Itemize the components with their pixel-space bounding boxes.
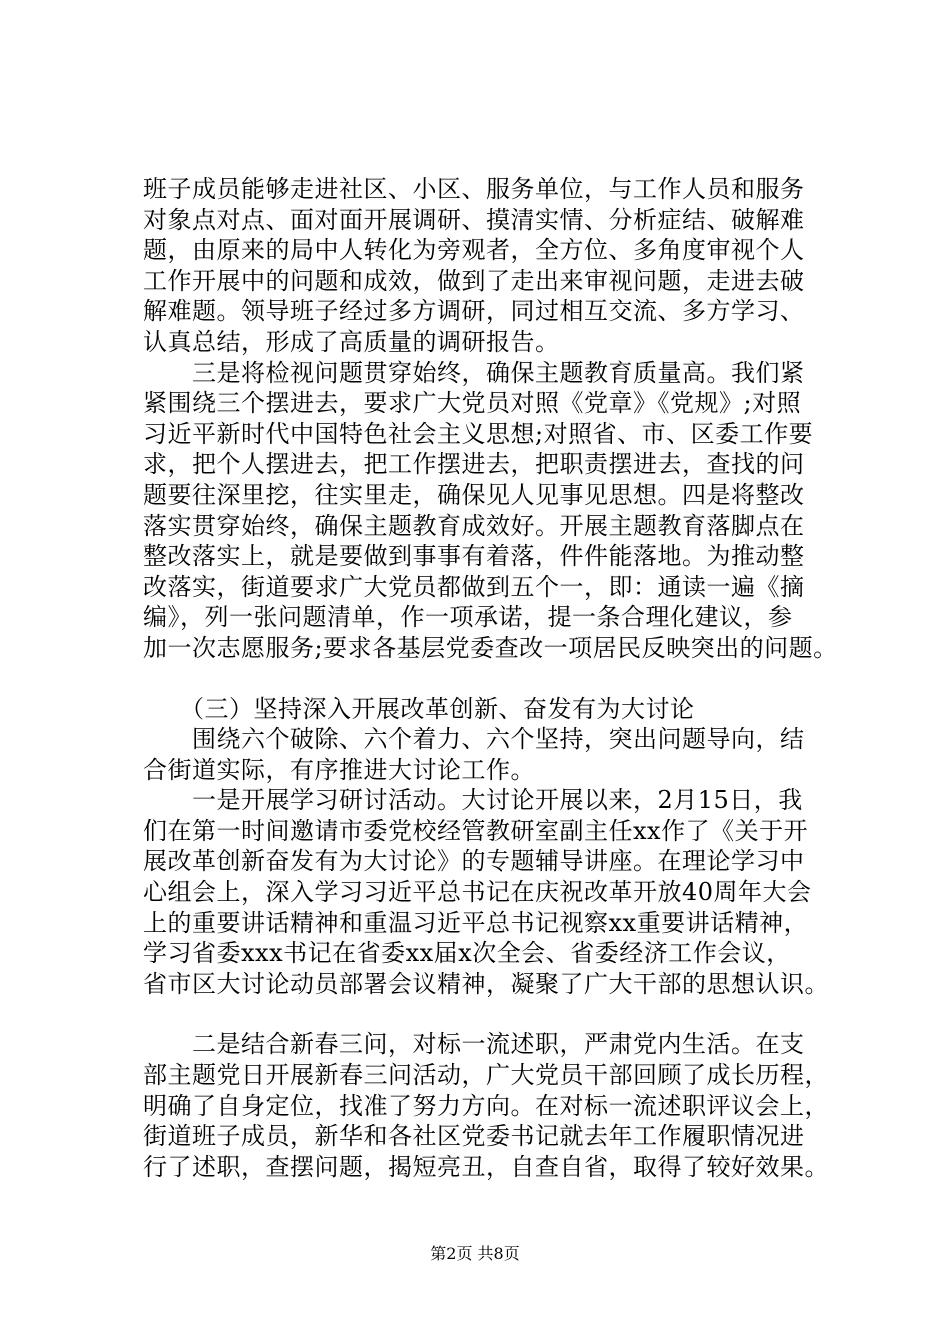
paragraph-4	[143, 785, 863, 999]
text-line: 改落实，街道要求广大党员都做到五个一，即：通读一遍《摘	[143, 572, 805, 601]
text-line: 部主题党日开展新春三问活动，广大党员干部回顾了成长历程，	[143, 1061, 829, 1090]
paragraph-1	[143, 174, 863, 358]
text-line: 心组会上，深入学习习近平总书记在庆祝改革开放40周年大会	[143, 878, 812, 907]
text-line: 围绕六个破除、六个着力、六个坚持，突出问题导向，结	[143, 725, 805, 754]
paragraph-2	[143, 358, 863, 664]
text-line: 落实贯穿始终，确保主题教育成效好。开展主题教育落脚点在	[143, 511, 805, 540]
text-line: 紧围绕三个摆进去，要求广大党员对照《党章》《党规》;对照	[143, 389, 802, 418]
text-line: 整改落实上，就是要做到事事有着落，件件能落地。为推动整	[143, 542, 805, 571]
paragraph-3	[143, 724, 863, 785]
text-line: 街道班子成员，新华和各社区党委书记就去年工作履职情况进	[143, 1122, 805, 1151]
text-line: 省市区大讨论动员部署会议精神，凝聚了广大干部的思想认识。	[143, 969, 829, 998]
text-line: 合街道实际，有序推进大讨论工作。	[143, 755, 535, 784]
text-line: （三）坚持深入开展改革创新、奋发有为大讨论	[143, 694, 695, 723]
text-line: 工作开展中的问题和成效，做到了走出来审视问题，走进去破	[143, 266, 805, 295]
text-line: 编》，列一张问题清单，作一项承诺，提一条合理化建议，参	[143, 603, 793, 632]
text-line: 上的重要讲话精神和重温习近平总书记视察xx重要讲话精神，	[143, 908, 809, 937]
text-line: 求，把个人摆进去，把工作摆进去，把职责摆进去，查找的问	[143, 450, 805, 479]
text-line: 解难题。领导班子经过多方调研，同过相互交流、多方学习、	[143, 297, 805, 326]
text-line: 展改革创新奋发有为大讨论》的专题辅导讲座。在理论学习中	[143, 847, 805, 876]
document-body	[143, 174, 863, 1182]
text-line: 三是将检视问题贯穿始终，确保主题教育质量高。我们紧	[143, 358, 805, 387]
text-line: 认真总结，形成了高质量的调研报告。	[143, 327, 560, 356]
text-line: 习近平新时代中国特色社会主义思想;对照省、市、区委工作要	[143, 419, 814, 448]
text-line: 二是结合新春三问，对标一流述职，严肃党内生活。在支	[143, 1030, 805, 1059]
text-line: 题要往深里挖，往实里走，确保见人见事见思想。四是将整改	[143, 480, 805, 509]
text-line: 一是开展学习研讨活动。大讨论开展以来，2月15日，我	[143, 786, 803, 815]
paragraph-gap	[143, 664, 863, 694]
text-line: 班子成员能够走进社区、小区、服务单位，与工作人员和服务	[143, 175, 805, 203]
text-line: 们在第一时间邀请市委党校经管教研室副主任xx作了《关于开	[143, 816, 809, 845]
paragraph-5	[143, 1029, 863, 1182]
text-line: 题，由原来的局中人转化为旁观者，全方位、多角度审视个人	[143, 236, 805, 265]
text-line: 行了述职，查摆问题，揭短亮丑，自查自省，取得了较好效果。	[143, 1152, 829, 1181]
text-line: 学习省委xxx书记在省委xx届x次全会、省委经济工作会议，	[143, 939, 791, 968]
text-line: 对象点对点、面对面开展调研、摸清实情、分析症结、破解难	[143, 205, 805, 234]
paragraph-gap	[143, 999, 863, 1029]
section-heading	[143, 694, 863, 725]
text-line: 加一次志愿服务;要求各基层党委查改一项居民反映突出的问题。	[143, 633, 838, 662]
page-number-footer: 第2页 共8页	[430, 1244, 520, 1263]
text-line: 明确了自身定位，找准了努力方向。在对标一流述职评议会上，	[143, 1091, 829, 1120]
